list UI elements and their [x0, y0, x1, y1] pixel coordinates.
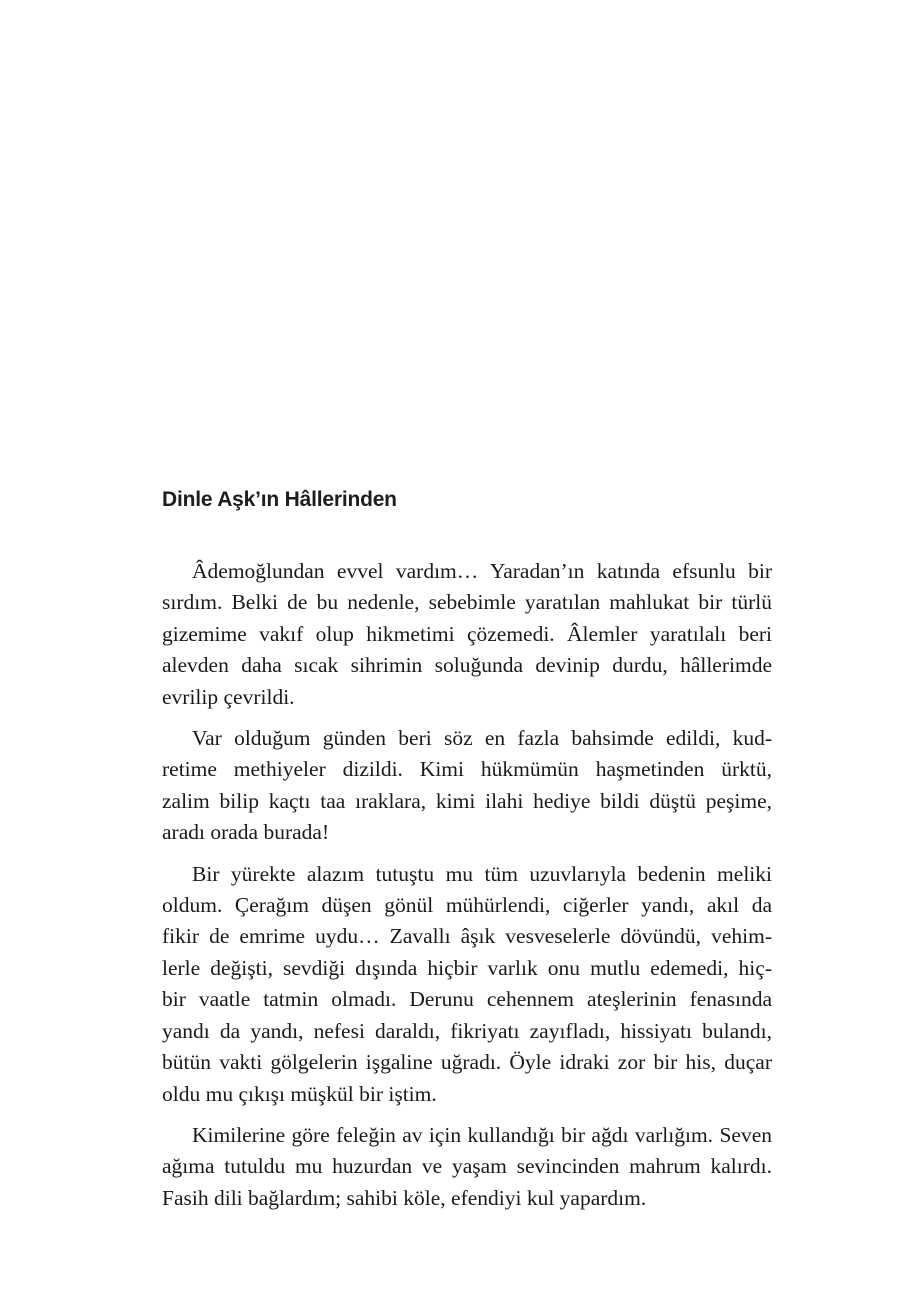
text-line: retime methiyeler dizildi. Kimi hükmümün haşmetinden ürktü, [162, 757, 772, 782]
text-line: bir vaatle tatmin olmadı. Derunu cehennem ateşlerinin fenasında [162, 987, 772, 1012]
body-text [132, 556, 772, 1224]
paragraph-1 [132, 556, 772, 713]
text-line: gizemime vakıf olup hikmetimi çözemedi. Âlemler yaratılalı beri [162, 621, 772, 646]
text-line: bütün vakti gölgelerin işgaline uğradı. Öyle idraki zor bir his, duçar [162, 1050, 772, 1075]
paragraph-4 [132, 1120, 772, 1214]
text-line: Bir yürekte alazım tutuştu mu tüm uzuvlarıyla bedenin meliki [192, 861, 772, 886]
text-line: oldu mu çıkışı müşkül bir iştim. [162, 1081, 437, 1106]
text-line: Âdemoğlundan evvel vardım… Yaradan’ın katında efsunlu bir [192, 559, 772, 583]
text-line: sırdım. Belki de bu nedenle, sebebimle yaratılan mahlukat bir türlü [162, 590, 772, 615]
paragraph-3 [132, 859, 772, 1110]
text-line: ağıma tutuldu mu huzurdan ve yaşam sevincinden mahrum kalırdı. [162, 1154, 772, 1179]
text-line: Fasih dili bağlardım; sahibi köle, efendiyi kul yapardım. [162, 1185, 647, 1210]
text-line: zalim bilip kaçtı taa ıraklara, kimi ilahi hediye bildi düştü peşime, [162, 788, 772, 813]
text-line: alevden daha sıcak sihrimin soluğunda devinip durdu, hâllerimde [162, 653, 772, 678]
text-line: evrilip çevrildi. [162, 684, 295, 709]
text-line: lerle değişti, sevdiği dışında hiçbir varlık onu mutlu edemedi, hiç- [162, 955, 772, 980]
paragraph-2 [132, 723, 772, 849]
text-line: Var olduğum günden beri söz en fazla bahsimde edildi, kud- [192, 726, 772, 751]
text-line: yandı da yandı, nefesi daraldı, fikriyatı zayıfladı, hissiyatı bulandı, [162, 1018, 772, 1043]
chapter-title: Dinle Aşk’ın Hâllerinden [162, 488, 397, 511]
text-line: oldum. Çerağım düşen gönül mühürlendi, ciğerler yandı, akıl da [162, 893, 772, 918]
text-line: fikir de emrime uydu… Zavallı âşık vesveselerle dövündü, vehim- [162, 924, 772, 949]
text-line: aradı orada burada! [162, 820, 330, 845]
text-line: Kimilerine göre feleğin av için kullandığı bir ağdı varlığım. Seven [192, 1122, 772, 1147]
